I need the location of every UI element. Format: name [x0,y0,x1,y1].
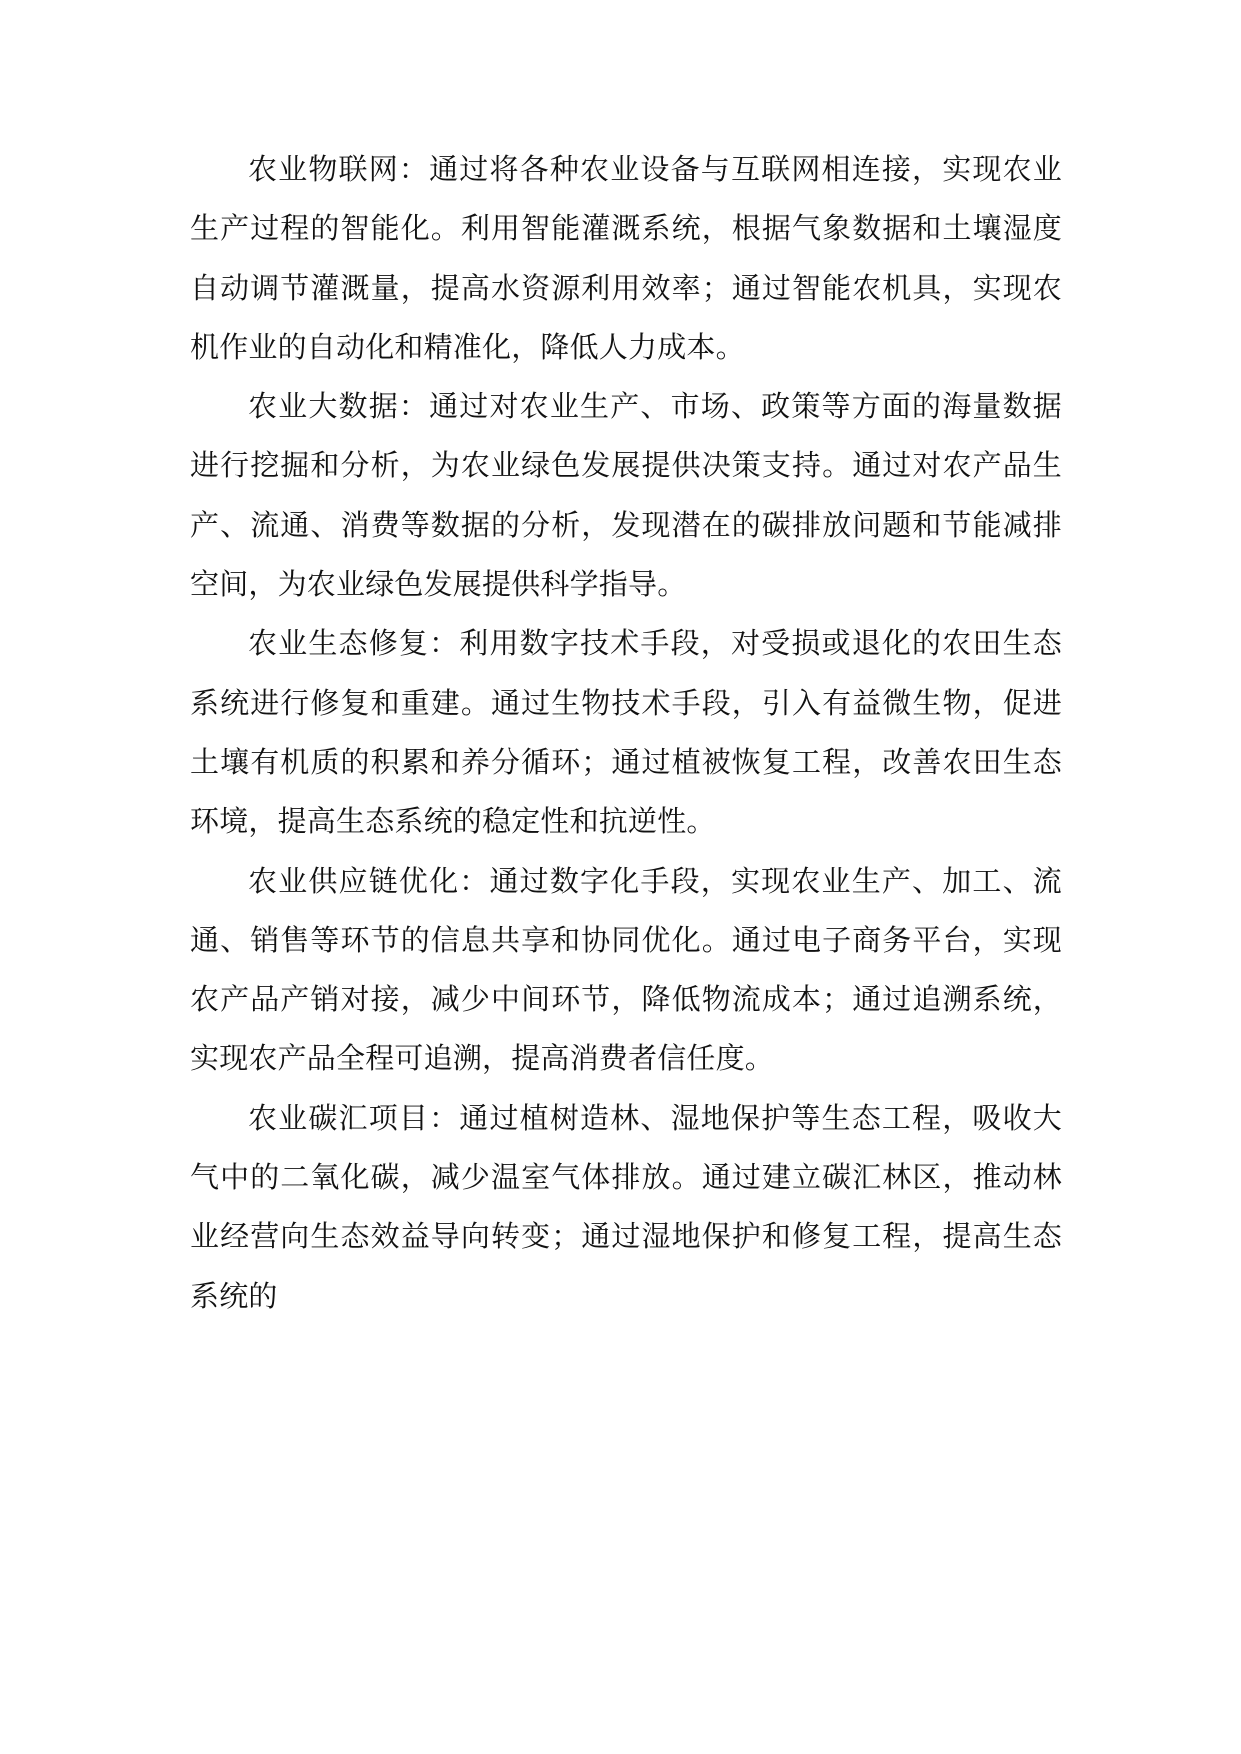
paragraph-agri-supply-chain: 农业供应链优化：通过数字化手段，实现农业生产、加工、流通、销售等环节的信息共享和协同优化。通过电子商务平台，实现农产品产销对接，减少中间环节，降低物流成本；通过追溯系统，实现农产品全程可追溯，提高消费者信任度。 [190,863,1062,1076]
paragraph-agri-big-data: 农业大数据：通过对农业生产、市场、政策等方面的海量数据进行挖掘和分析，为农业绿色发展提供决策支持。通过对农产品生产、流通、消费等数据的分析，发现潜在的碳排放问题和节能减排空间，为农业绿色发展提供科学指导。 [190,389,1062,602]
paragraph-agri-eco-restoration: 农业生态修复：利用数字技术手段，对受损或退化的农田生态系统进行修复和重建。通过生物技术手段，引入有益微生物，促进土壤有机质的积累和养分循环；通过植被恢复工程，改善农田生态环境，提高生态系统的稳定性和抗逆性。 [190,626,1062,839]
paragraph-agri-carbon-sink: 农业碳汇项目：通过植树造林、湿地保护等生态工程，吸收大气中的二氧化碳，减少温室气体排放。通过建立碳汇林区，推动林业经营向生态效益导向转变；通过湿地保护和修复工程，提高生态系统的 [190,1100,1062,1313]
document-body [190,140,1062,1326]
paragraph-agri-iot: 农业物联网：通过将各种农业设备与互联网相连接，实现农业生产过程的智能化。利用智能灌溉系统，根据气象数据和土壤湿度自动调节灌溉量，提高水资源利用效率；通过智能农机具，实现农机作业的自动化和精准化，降低人力成本。 [190,152,1062,364]
